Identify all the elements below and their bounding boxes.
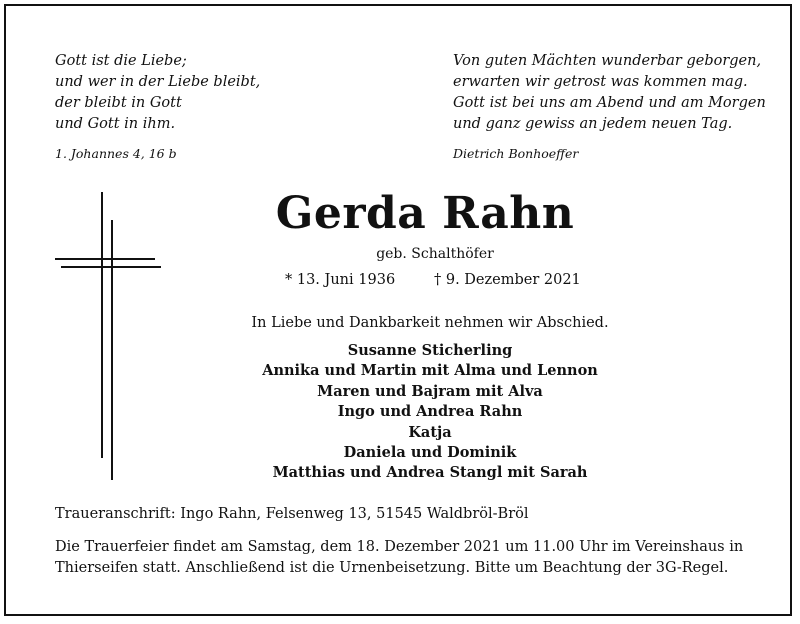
birth-name: geb. Schalthöfer bbox=[376, 246, 494, 262]
death-date: † 9. Dezember 2021 bbox=[434, 272, 581, 288]
verse-line: und ganz gewiss an jedem neuen Tag. bbox=[453, 116, 733, 132]
verse-source: Dietrich Bonhoeffer bbox=[453, 146, 579, 161]
farewell-row bbox=[0, 315, 800, 331]
mourner-name: Susanne Sticherling bbox=[347, 342, 513, 359]
deceased-name-row bbox=[0, 188, 800, 239]
funeral-service-info: Die Trauerfeier findet am Samstag, dem 18. Dezember 2021 um 11.00 Uhr im Vereinshaus in Thierseifen statt. Anschließend ist die Urnenbeisetzung. Bitte um Beachtung der 3G-Regel. bbox=[55, 539, 744, 576]
mourner-name: Matthias und Andrea Stangl mit Sarah bbox=[272, 464, 588, 482]
mourner-name: Daniela und Dominik bbox=[343, 444, 517, 462]
birth-name-row bbox=[0, 246, 800, 262]
verse-line: Von guten Mächten wunderbar geborgen, bbox=[453, 53, 762, 69]
mourner-name: Ingo und Andrea Rahn bbox=[337, 403, 523, 421]
farewell-text: In Liebe und Dankbarkeit nehmen wir Abschied. bbox=[251, 315, 609, 331]
verse-line: und wer in der Liebe bleibt, bbox=[55, 74, 261, 90]
mourner-name: Katja bbox=[408, 423, 452, 441]
mourner-name: Annika und Martin mit Alma und Lennon bbox=[262, 362, 598, 380]
mourning-address: Traueranschrift: Ingo Rahn, Felsenweg 13, 51545 Waldbröl-Bröl bbox=[55, 506, 529, 522]
mourners bbox=[0, 341, 800, 484]
verse-line: und Gott in ihm. bbox=[55, 116, 176, 132]
mourner-name: Maren und Bajram mit Alva bbox=[317, 382, 543, 400]
verse-source: 1. Johannes 4, 16 b bbox=[55, 146, 177, 161]
birth-date: * 13. Juni 1936 bbox=[285, 272, 396, 288]
verse-right bbox=[453, 51, 766, 164]
verse-line: Gott ist die Liebe; bbox=[55, 53, 187, 69]
verse-line: erwarten wir getrost was kommen mag. bbox=[453, 74, 748, 90]
verse-line: Gott ist bei uns am Abend und am Morgen bbox=[453, 95, 766, 111]
verse-left bbox=[55, 51, 260, 164]
deceased-name: Gerda Rahn bbox=[275, 188, 575, 239]
verse-line: der bleibt in Gott bbox=[55, 95, 182, 111]
